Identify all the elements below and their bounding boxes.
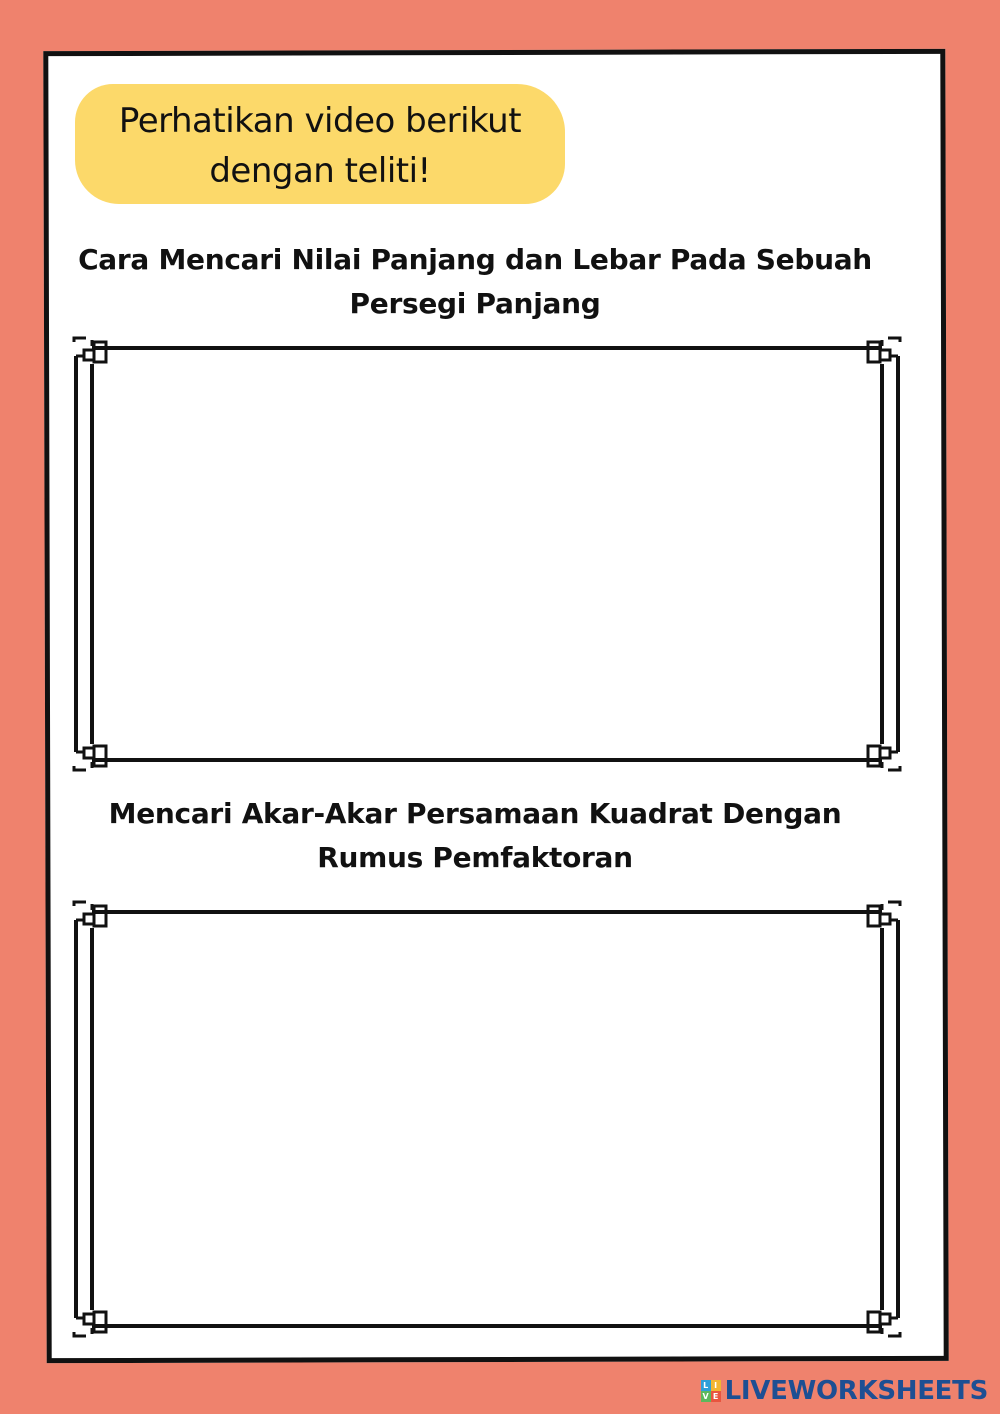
video-2-frame[interactable] (72, 900, 902, 1338)
liveworksheets-logo[interactable] (701, 1376, 988, 1406)
video-1-title: Cara Mencari Nilai Panjang dan Lebar Pada Sebuah Persegi Panjang (78, 243, 872, 320)
video-1-frame[interactable] (72, 336, 902, 772)
brand-name: LIVEWORKSHEETS (724, 1376, 988, 1406)
video-2-title: Mencari Akar-Akar Persamaan Kuadrat Dengan Rumus Pemfaktoran (108, 797, 842, 874)
decorative-frame-icon (72, 336, 902, 772)
liveworksheets-icon: L I V E (701, 1380, 721, 1402)
decorative-frame-icon (72, 900, 902, 1338)
instruction-text: Perhatikan video berikut dengan teliti! (118, 101, 522, 191)
